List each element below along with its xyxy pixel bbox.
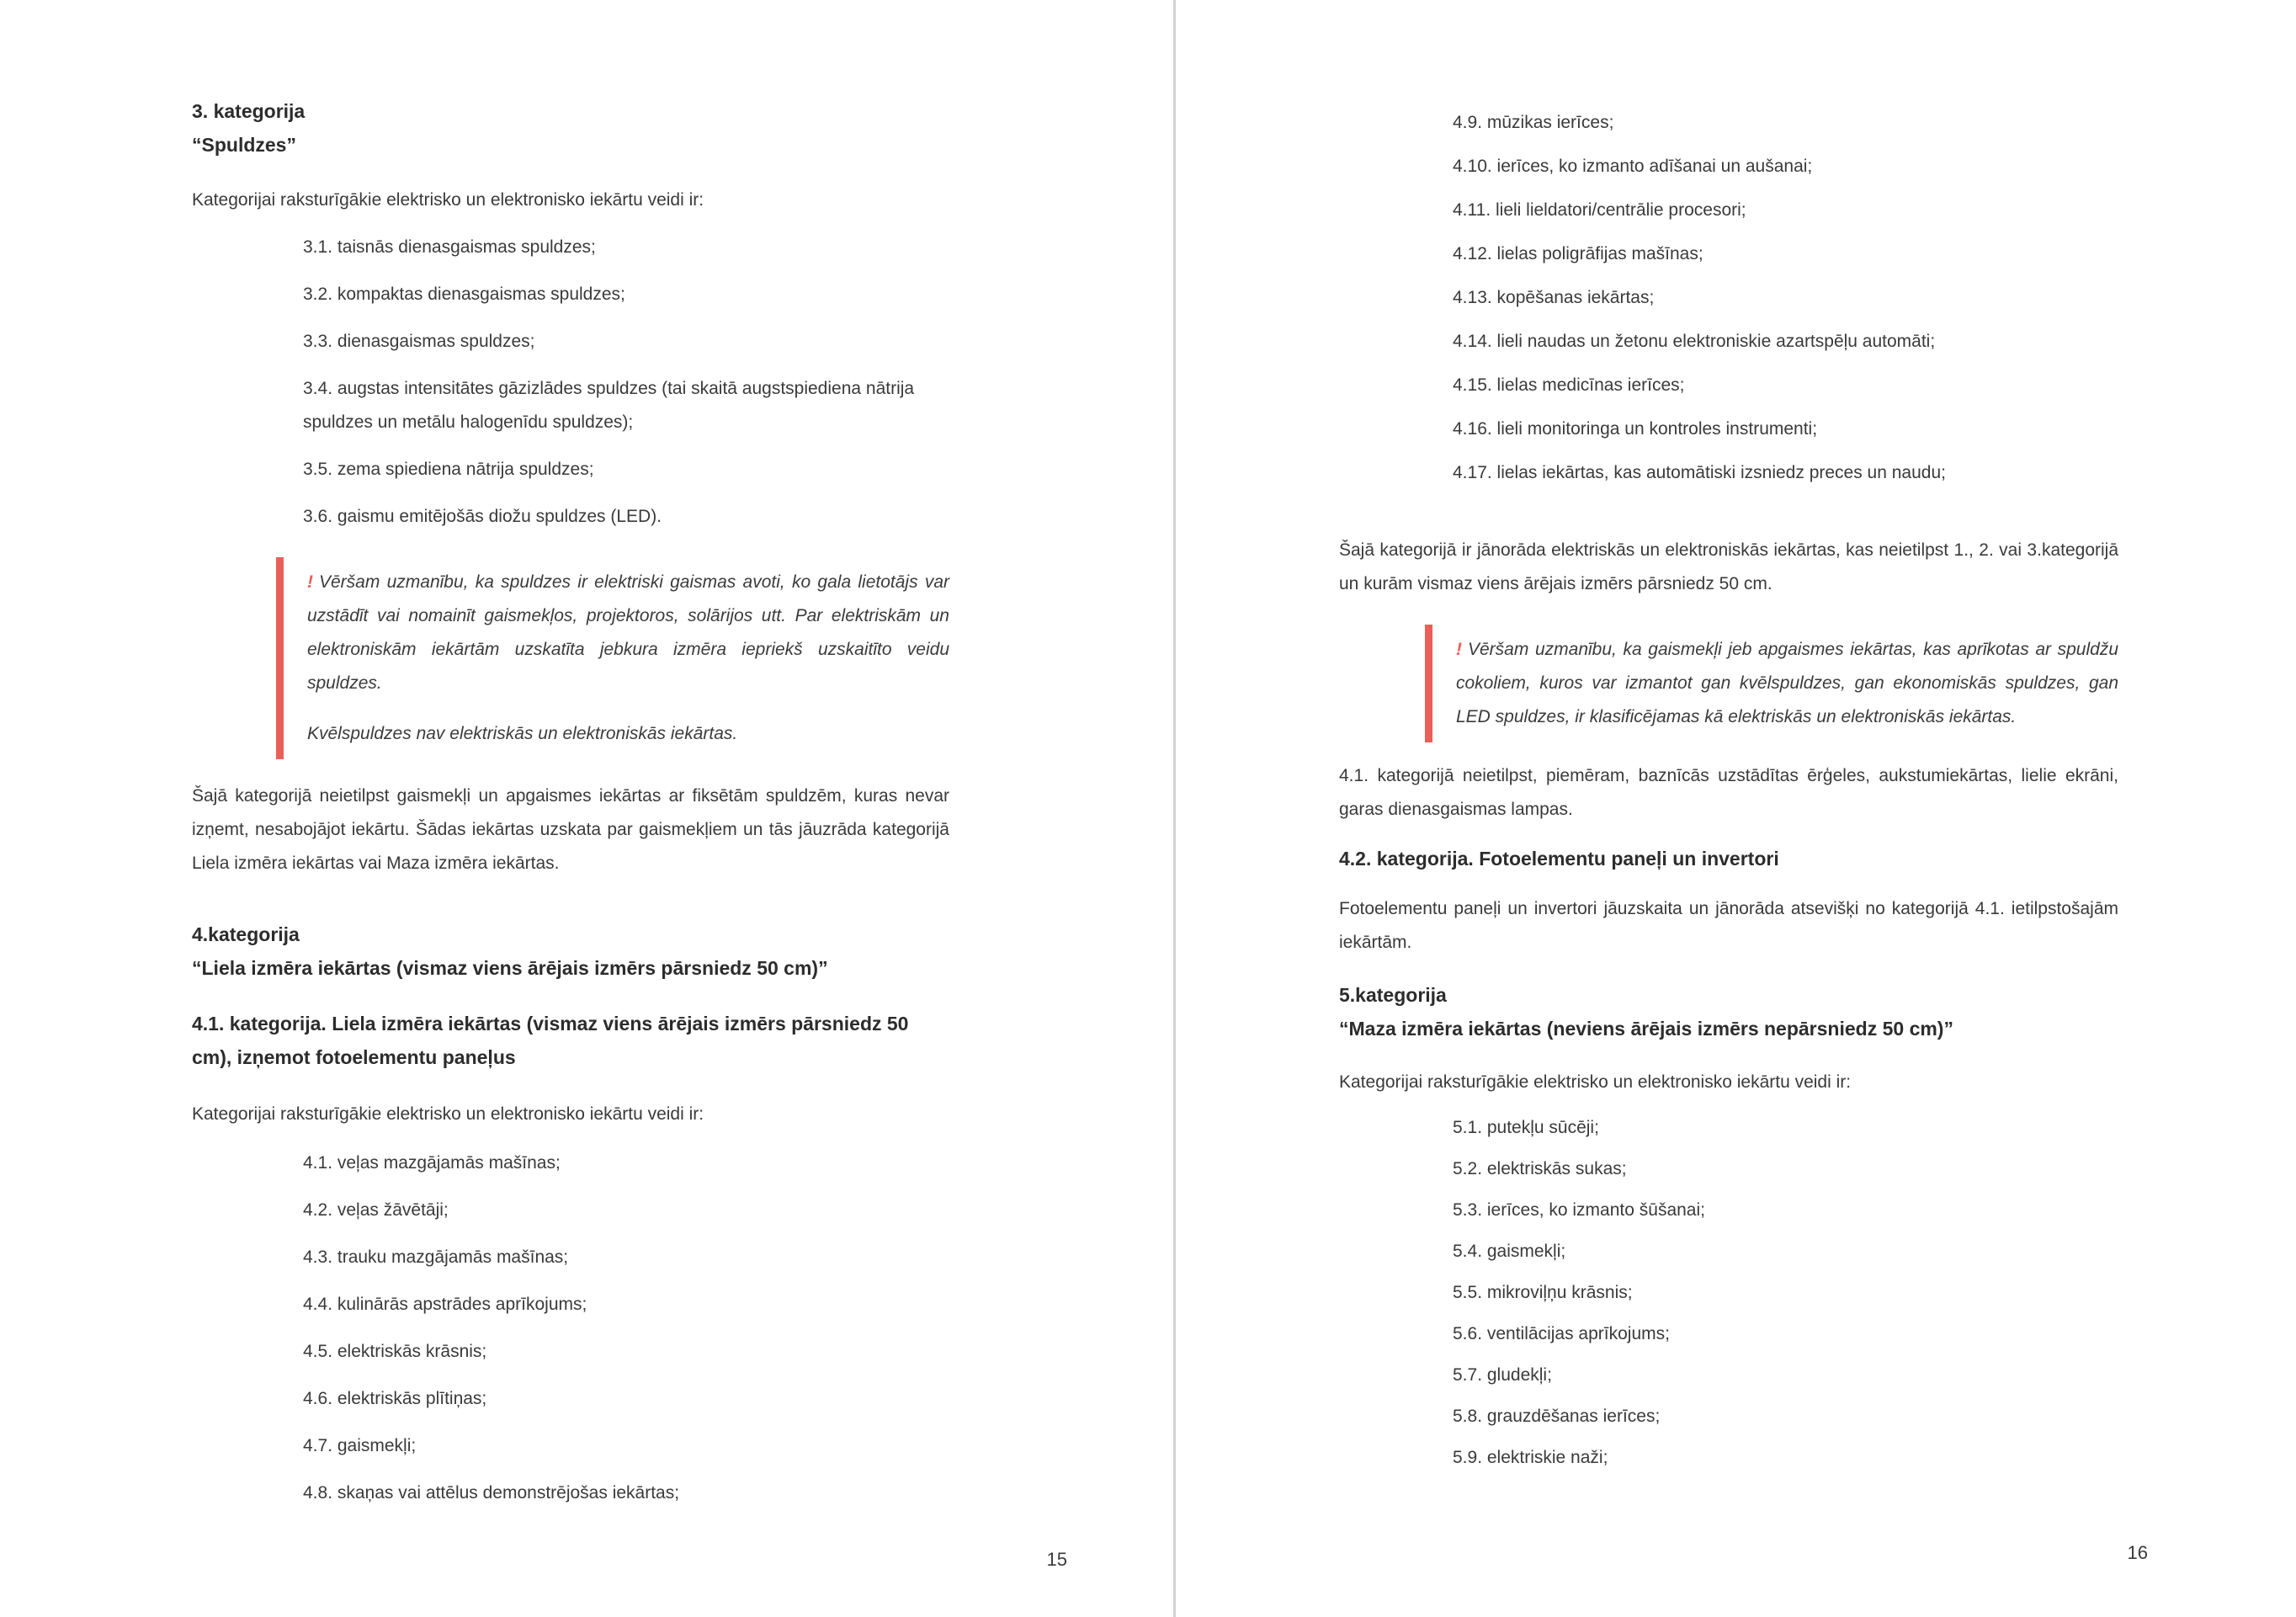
list-item: 4.11. lieli lieldatori/centrālie procesori; (1453, 200, 1746, 220)
list-item: 4.8. skaņas vai attēlus demonstrējošas iekārtas; (303, 1483, 680, 1503)
cat5-intro: Kategorijai raksturīgākie elektrisko un elektronisko iekārtu veidi ir: (1339, 1072, 1852, 1092)
note-callout (276, 557, 949, 759)
list-item: 4.9. mūzikas ierīces; (1453, 113, 1614, 132)
cat5-list (1453, 1111, 2118, 1482)
cat4-heading (192, 918, 949, 985)
cat41-intro: Kategorijai raksturīgākie elektrisko un elektronisko iekārtu veidi ir: (192, 1104, 704, 1124)
list-item: 4.17. lielas iekārtas, kas automātiski izsniedz preces un naudu; (1453, 463, 1946, 482)
cat5-heading (1339, 978, 2118, 1045)
page-right (1176, 0, 2296, 1617)
cat4-heading-line2: “Liela izmēra iekārtas (vismaz viens ārējais izmērs pārsniedz 50 cm)” (192, 957, 828, 979)
list-item: 4.6. elektriskās plītiņas; (303, 1389, 487, 1408)
list-item: 5.3. ierīces, ko izmanto šūšanai; (1453, 1200, 1705, 1220)
list-item: 5.6. ventilācijas aprīkojums; (1453, 1324, 1670, 1343)
cat5-heading-line2: “Maza izmēra iekārtas (neviens ārējais izmērs nepārsniedz 50 cm)” (1339, 1018, 1953, 1040)
list-item: 4.1. veļas mazgājamās mašīnas; (303, 1153, 561, 1173)
list-item: 4.7. gaismekļi; (303, 1436, 417, 1455)
list-item: 3.5. zema spiediena nātrija spuldzes; (303, 460, 594, 479)
cat4-heading-line1: 4.kategorija (192, 923, 300, 945)
exclamation-icon: ! (1456, 640, 1462, 659)
list-item: 4.13. kopēšanas iekārtas; (1453, 288, 1655, 307)
cat3-heading (192, 94, 949, 162)
list-item: 3.3. dienasgaismas spuldzes; (303, 332, 535, 351)
list-item: 4.12. lielas poligrāfijas mašīnas; (1453, 244, 1703, 263)
note-paragraph (307, 566, 949, 700)
cat41-list (303, 1146, 949, 1524)
cat42-paragraph: Fotoelementu paneļi un invertori jāuzskaita un jānorāda atsevišķi no kategorijā 4.1. ietilpstošajām iekārtām. (1339, 899, 2118, 952)
list-item: 5.8. grauzdēšanas ierīces; (1453, 1407, 1661, 1426)
list-item: 4.15. lielas medicīnas ierīces; (1453, 375, 1685, 395)
list-item: 5.7. gludekļi; (1453, 1365, 1552, 1385)
cat42-heading: 4.2. kategorija. Fotoelementu paneļi un invertori (1339, 848, 1779, 870)
cat4-scope-paragraph: Šajā kategorijā ir jānorāda elektriskās un elektroniskās iekārtas, kas neietilpst 1., 2. vai 3.kategorijā un kurām vismaz viens ārējais izmērs pārsniedz 50 cm. (1339, 540, 2118, 593)
page-number: 15 (1046, 1549, 1067, 1570)
list-item: 4.2. veļas žāvētāji; (303, 1200, 449, 1220)
page-number: 16 (2127, 1542, 2148, 1563)
list-item: 4.5. elektriskās krāsnis; (303, 1342, 487, 1361)
list-item: 3.2. kompaktas dienasgaismas spuldzes; (303, 285, 625, 304)
list-item: 5.5. mikroviļņu krāsnis; (1453, 1283, 1633, 1302)
note-text: Vēršam uzmanību, ka gaismekļi jeb apgaismes iekārtas, kas aprīkotas ar spuldžu cokoliem, kuros var izmantot gan kvēlspuldzes, gan ekonomiskās spuldzes, gan LED spuldzes, ir klasificējamas kā elektriskās un elektroniskās iekārtas. (1456, 640, 2118, 726)
note-paragraph: Kvēlspuldzes nav elektriskās un elektroniskās iekārtas. (307, 724, 738, 743)
cat3-intro: Kategorijai raksturīgākie elektrisko un elektronisko iekārtu veidi ir: (192, 190, 704, 210)
note-paragraph (1456, 633, 2118, 734)
list-item: 4.3. trauku mazgājamās mašīnas; (303, 1247, 569, 1267)
list-item: 5.4. gaismekļi; (1453, 1242, 1566, 1261)
cat3-heading-line1: 3. kategorija (192, 100, 306, 122)
list-item: 3.4. augstas intensitātes gāzizlādes spuldzes (tai skaitā augstspiediena nātrija spuldzes un metālu halogenīdu spuldzes); (303, 379, 915, 432)
list-item: 3.1. taisnās dienasgaismas spuldzes; (303, 237, 596, 257)
list-item: 4.14. lieli naudas un žetonu elektroniskie azartspēļu automāti; (1453, 332, 1936, 351)
note-text: Vēršam uzmanību, ka spuldzes ir elektriski gaismas avoti, ko gala lietotājs var uzstādīt vai nomainīt gaismekļos, projektoros, solārijos utt. Par elektriskām un elektroniskām iekārtām uzskatīta jebkura izmēra iepriekš uzskaitīto veidu spuldzes. (307, 572, 949, 693)
list-item: 4.4. kulinārās apstrādes aprīkojums; (303, 1295, 587, 1314)
list-item: 3.6. gaismu emitējošās diožu spuldzes (LED). (303, 507, 662, 526)
list-item: 5.9. elektriskie naži; (1453, 1448, 1608, 1467)
cat5-heading-line1: 5.kategorija (1339, 984, 1447, 1006)
cat3-list (303, 231, 949, 547)
list-item: 4.10. ierīces, ko izmanto adīšanai un aušanai; (1453, 157, 1813, 176)
cat41-list-continued (1453, 106, 2118, 500)
cat41-exclusion-paragraph: 4.1. kategorijā neietilpst, piemēram, baznīcās uzstādītas ērģeles, aukstumiekārtas, lielie ekrāni, garas dienasgaismas lampas. (1339, 766, 2118, 819)
cat3-heading-line2: “Spuldzes” (192, 134, 296, 156)
note-callout (1425, 625, 2118, 742)
cat3-exclusion-paragraph: Šajā kategorijā neietilpst gaismekļi un apgaismes iekārtas ar fiksētām spuldzēm, kuras nevar izņemt, nesabojājot iekārtu. Šādas iekārtas uzskata par gaismekļiem un tās jāuzrāda kategorijā Liela izmēra iekārtas vai Maza izmēra iekārtas. (192, 786, 949, 873)
list-item: 5.1. putekļu sūcēji; (1453, 1118, 1599, 1137)
list-item: 4.16. lieli monitoringa un kontroles instrumenti; (1453, 419, 1818, 439)
list-item: 5.2. elektriskās sukas; (1453, 1159, 1627, 1178)
exclamation-icon: ! (307, 572, 313, 592)
cat41-heading: 4.1. kategorija. Liela izmēra iekārtas (vismaz viens ārējais izmērs pārsniedz 50 cm), izņemot fotoelementu paneļus (192, 1013, 909, 1068)
